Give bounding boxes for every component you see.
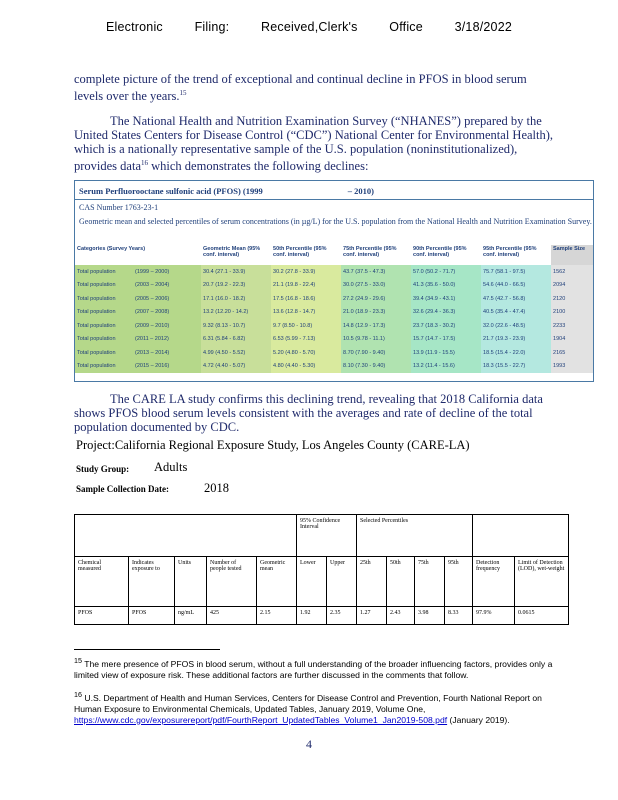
- care-column-header: Units: [175, 557, 207, 607]
- cdc-data-grid: [75, 245, 593, 373]
- cdc-cell: 54.6 (44.0 - 66.5): [481, 279, 551, 293]
- footnote-ref: 15: [179, 89, 187, 97]
- footnote-text: U.S. Department of Health and Human Services, Centers for Disease Control and Prevention, Fourth National Report on Human Exposure to Environmental Chemicals, Updated Tables, January 2019, Volume One,: [74, 692, 542, 714]
- cdc-cell: (2013 – 2014): [133, 346, 201, 360]
- cdc-row: [75, 265, 593, 279]
- cdc-cell: 5.20 (4.80 - 5.70): [271, 346, 341, 360]
- cdc-cell: 30.4 (27.1 - 33.9): [201, 265, 271, 279]
- paragraph-text: The CARE LA study confirms this declining trend, revealing that 2018 California data shows PFOS blood serum levels consistent with the averages and rate of decline of the total population documented by CDC.: [74, 392, 543, 434]
- footnote-text: The mere presence of PFOS in blood serum, without a full understanding of the broader influencing factors, provides only a limited view of exposure risk. These additional factors are further discussed in the comments that follow.: [74, 658, 553, 680]
- care-cell: 0.0615: [515, 607, 569, 625]
- care-cell: 97.9%: [473, 607, 515, 625]
- cdc-cell: 18.3 (15.5 - 22.7): [481, 360, 551, 374]
- cdc-cell: 1904: [551, 333, 593, 347]
- care-column-header: Lower: [297, 557, 327, 607]
- cdc-header-cell: Categories (Survey Years): [75, 245, 201, 265]
- care-column-header: 50th: [387, 557, 415, 607]
- footnote-15: [74, 656, 554, 681]
- cdc-cell: 4.99 (4.50 - 5.52): [201, 346, 271, 360]
- cdc-cell: 9.32 (8.13 - 10.7): [201, 319, 271, 333]
- cdc-cell: (1999 – 2000): [133, 265, 201, 279]
- header-word: Received,Clerk's: [261, 20, 358, 34]
- cdc-cell: 21.7 (19.3 - 23.9): [481, 333, 551, 347]
- cdc-cell: Total population: [75, 279, 133, 293]
- cdc-cell: 47.5 (42.7 - 56.8): [481, 292, 551, 306]
- cdc-title-text: Serum Perfluorooctane sulfonic acid (PFOS) (1999: [79, 186, 263, 196]
- footnote-number: 15: [74, 657, 82, 665]
- cdc-cell: 1993: [551, 360, 593, 374]
- cdc-cas-number: CAS Number 1763-23-1: [79, 203, 159, 212]
- footnote-16: [74, 690, 554, 726]
- care-cell: PFOS: [75, 607, 129, 625]
- cdc-row: [75, 319, 593, 333]
- cdc-cell: 32.0 (22.6 - 48.5): [481, 319, 551, 333]
- care-ci-header: 95% Confidence Interval: [297, 515, 357, 557]
- cdc-cell: 14.8 (12.9 - 17.3): [341, 319, 411, 333]
- care-column-header: 95th: [445, 557, 473, 607]
- cdc-cell: Total population: [75, 360, 133, 374]
- cdc-header-cell: 95th Percentile (95% conf. interval): [481, 245, 551, 265]
- footnote-ref: 16: [141, 159, 148, 167]
- care-cell: 2.15: [257, 607, 297, 625]
- cdc-row: [75, 306, 593, 320]
- care-cell: PFOS: [129, 607, 175, 625]
- cdc-cell: 4.80 (4.40 - 5.30): [271, 360, 341, 374]
- cdc-cell: 10.5 (9.78 - 11.1): [341, 333, 411, 347]
- cdc-cell: 57.0 (50.2 - 71.7): [411, 265, 481, 279]
- care-column-header: Limit of Detection (LOD), wet-weight: [515, 557, 569, 607]
- cdc-cell: 1562: [551, 265, 593, 279]
- care-column-header: Chemical measured: [75, 557, 129, 607]
- cdc-cell: 13.2 (11.4 - 15.6): [411, 360, 481, 374]
- cdc-row: [75, 292, 593, 306]
- cdc-header-cell: 75th Percentile (95% conf. interval): [341, 245, 411, 265]
- cdc-cell: 2165: [551, 346, 593, 360]
- cdc-cell: 30.2 (27.8 - 33.9): [271, 265, 341, 279]
- cdc-cell: (2011 – 2012): [133, 333, 201, 347]
- divider: [75, 199, 593, 200]
- cdc-cell: 17.5 (16.8 - 18.6): [271, 292, 341, 306]
- care-column-header: 75th: [415, 557, 445, 607]
- cdc-cell: (2015 – 2016): [133, 360, 201, 374]
- cdc-cell: (2003 – 2004): [133, 279, 201, 293]
- study-group-value: Adults: [154, 460, 188, 474]
- care-cell: 1.92: [297, 607, 327, 625]
- cdc-cell: Total population: [75, 346, 133, 360]
- cdc-cell: 4.72 (4.40 - 5.07): [201, 360, 271, 374]
- care-blank-cell: [473, 515, 569, 557]
- paragraph-text: The National Health and Nutrition Examination Survey (“NHANES”) prepared by the United States Centers for Disease Control (“CDC”) National Center for Environmental Health), which is a nationally representative sample of the U.S. population (noninstitutionalized), provides data: [74, 114, 554, 174]
- cdc-cell: 21.0 (18.9 - 23.3): [341, 306, 411, 320]
- cdc-cell: 27.2 (24.9 - 29.6): [341, 292, 411, 306]
- cdc-table-title: [79, 186, 374, 196]
- paragraph-text: which demonstrates the following declines:: [148, 159, 369, 174]
- care-column-header: Geometric mean: [257, 557, 297, 607]
- header-word: Filing:: [194, 20, 230, 34]
- cdc-header-cell: Sample Size: [551, 245, 593, 265]
- care-column-header: Upper: [327, 557, 357, 607]
- care-cell: 3.98: [415, 607, 445, 625]
- cdc-cell: (2007 – 2008): [133, 306, 201, 320]
- cdc-cell: 32.6 (29.4 - 36.3): [411, 306, 481, 320]
- footnote-text: (January 2019).: [447, 714, 510, 725]
- cdc-cell: Total population: [75, 319, 133, 333]
- cdc-cell: 8.70 (7.90 - 9.40): [341, 346, 411, 360]
- care-blank-cell: [75, 515, 297, 557]
- care-percentile-header: Selected Percentiles: [357, 515, 473, 557]
- cdc-header-cell: 90th Percentile (95% conf. interval): [411, 245, 481, 265]
- paragraph-care-la: [74, 392, 554, 434]
- collection-date-value: 2018: [204, 481, 229, 495]
- header-date: 3/18/2022: [454, 20, 513, 34]
- cdc-cell: 75.7 (58.1 - 97.5): [481, 265, 551, 279]
- cdc-cell: 6.31 (5.84 - 6.82): [201, 333, 271, 347]
- care-cell: 2.43: [387, 607, 415, 625]
- care-column-header: 25th: [357, 557, 387, 607]
- cdc-cell: 39.4 (34.9 - 43.1): [411, 292, 481, 306]
- cdc-cell: 17.1 (16.0 - 18.2): [201, 292, 271, 306]
- cdc-cell: 13.9 (11.9 - 15.5): [411, 346, 481, 360]
- cdc-cell: Total population: [75, 292, 133, 306]
- paragraph-text: complete picture of the trend of exceptional and continual decline in PFOS in blood serum levels over the years.: [74, 72, 527, 104]
- care-column-header: Detection frequency: [473, 557, 515, 607]
- project-title: Project:California Regional Exposure Study, Los Angeles County (CARE-LA): [76, 438, 470, 452]
- care-cell: 8.33: [445, 607, 473, 625]
- cdc-cell: 2233: [551, 319, 593, 333]
- footnote-divider: [74, 649, 220, 650]
- cdc-cell: 23.7 (18.3 - 30.2): [411, 319, 481, 333]
- study-group-label: Study Group:: [76, 464, 130, 474]
- cdc-row: [75, 346, 593, 360]
- cdc-cell: 21.1 (19.8 - 22.4): [271, 279, 341, 293]
- cdc-cell: Total population: [75, 265, 133, 279]
- cdc-row: [75, 360, 593, 374]
- cdc-title-range: – 2010): [347, 186, 374, 196]
- cdc-cell: (2009 – 2010): [133, 319, 201, 333]
- cdc-cell: 13.6 (12.8 - 14.7): [271, 306, 341, 320]
- paragraph-nhanes: [74, 114, 554, 173]
- cdc-cell: 2094: [551, 279, 593, 293]
- cdc-cell: 2120: [551, 292, 593, 306]
- cdc-row: [75, 279, 593, 293]
- cdc-header-cell: Geometric Mean (95% conf. interval): [201, 245, 271, 265]
- care-column-header: Indicates exposure to: [129, 557, 175, 607]
- cdc-cell: Total population: [75, 306, 133, 320]
- cdc-cell: 20.7 (19.2 - 22.3): [201, 279, 271, 293]
- care-cell: ng/mL: [175, 607, 207, 625]
- care-cell: 2.35: [327, 607, 357, 625]
- filing-header: [0, 20, 618, 34]
- footnote-number: 16: [74, 691, 82, 699]
- cdc-cell: 41.3 (35.6 - 50.0): [411, 279, 481, 293]
- header-word: Electronic: [105, 20, 163, 34]
- cdc-cell: 18.5 (15.4 - 22.0): [481, 346, 551, 360]
- cdc-cell: 43.7 (37.5 - 47.3): [341, 265, 411, 279]
- collection-date-label: Sample Collection Date:: [76, 484, 169, 494]
- cdc-cell: (2005 – 2006): [133, 292, 201, 306]
- cdc-cell: 40.5 (35.4 - 47.4): [481, 306, 551, 320]
- care-cell: 1.27: [357, 607, 387, 625]
- cdc-cell: 15.7 (14.7 - 17.5): [411, 333, 481, 347]
- care-la-table: [74, 514, 569, 625]
- cdc-cell: 9.7 (8.50 - 10.8): [271, 319, 341, 333]
- cdc-cell: 13.2 (12.20 - 14.2): [201, 306, 271, 320]
- header-word: Office: [389, 20, 423, 34]
- cdc-report-link[interactable]: https://www.cdc.gov/exposurereport/pdf/FourthReport_UpdatedTables_Volume1_Jan2019-508.pdf: [74, 714, 448, 725]
- cdc-row: [75, 333, 593, 347]
- cdc-description: Geometric mean and selected percentiles of serum concentrations (in µg/L) for the U.S. population from the National Health and Nutrition Examination Survey.: [79, 217, 592, 226]
- care-column-header: Number of people tested: [207, 557, 257, 607]
- cdc-cell: 2100: [551, 306, 593, 320]
- cdc-cell: Total population: [75, 333, 133, 347]
- cdc-pfos-table: [74, 180, 594, 382]
- page-number: 4: [306, 737, 312, 751]
- cdc-cell: 8.10 (7.30 - 9.40): [341, 360, 411, 374]
- cdc-cell: 30.0 (27.5 - 33.0): [341, 279, 411, 293]
- cdc-header-cell: 50th Percentile (95% conf. interval): [271, 245, 341, 265]
- cdc-cell: 6.53 (5.99 - 7.13): [271, 333, 341, 347]
- paragraph-decline: [74, 72, 554, 103]
- care-cell: 425: [207, 607, 257, 625]
